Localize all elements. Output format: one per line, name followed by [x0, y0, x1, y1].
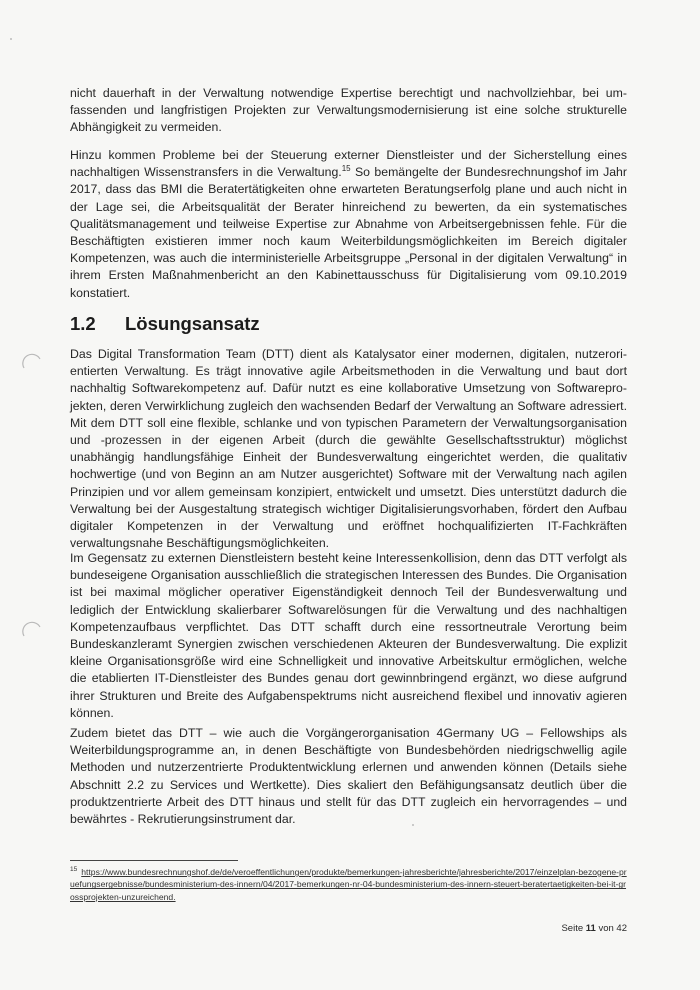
paragraph-text-part: Hinzu kommen Probleme bei der Steuerung externer Dienstleister und der Sicherstellung eines nachhaltigen Wissenstransfers in die Verwaltung.: [70, 148, 627, 180]
page-number: [561, 923, 627, 934]
footnote: [70, 866, 630, 903]
body-paragraph: [70, 85, 627, 137]
body-paragraph: [70, 346, 627, 552]
total-pages: 42: [616, 923, 627, 934]
paragraph-text-part: So bemängelte der Bundesrechnungshof im Jahr 2017, dass das BMI die Beratertätigkeiten ohne erwarteten Beratungserfolg plane und auch nicht in der Lage sei, die Arbeitsqualität der Berater hinreichend zu bewerten, da ein systematisches Qualitätsmanagement und teilweise Expertise zur Abnahme von Arbeitsergebnissen fehle. Für die Beschäftigten existieren immer noch kaum Weiterbildungsmöglichkeiten im Bereich digitaler Kompetenzen, was auch die interministerielle Arbeitsgruppe „Personal in der digitalen Verwaltung“ in ihrem Ersten Maßnahmenbericht an den Kabinettausschuss für Digitalisierung vom 09.10.2019 konstatiert.: [70, 165, 627, 300]
paragraph-text: [70, 147, 627, 302]
body-paragraph: [70, 147, 627, 302]
punch-hole-mark-top: [21, 352, 43, 374]
punch-hole-mark-bottom: [21, 620, 43, 642]
current-page: 11: [585, 923, 596, 934]
paragraph-text: Im Gegensatz zu externen Dienstleistern besteht keine Interessenkollision, denn das DTT verfolgt als bundeseigene Organisation ausschließlich die strategischen Interessen des Bundes. Die Organisation ist bei maximal möglicher operativer Eigenständigkeit dennoch Teil der Bundesverwaltung und lediglich der Entwicklung skalierbarer Softwarelösungen für die Verwaltung und des nachhaltigen Kompetenzaufbaus verpflichtet. Das DTT schafft durch eine ressortneutrale Verortung beim Bundeskanzleramt Synergien zwischen verschiedenen Akteuren der Bundesverwaltung. Die explizit kleine Organisationsgröße wird eine Schnelligkeit und innovative Arbeitskultur ermöglichen, welche die etablierten IT-Dienstleister des Bundes genau dort gewinnbringend ergänzt, wo diese aufgrund ihrer Strukturen und Breite des Aufgabenspektrums nicht ausreichend flexibel und innovativ agieren können.: [70, 551, 627, 720]
footnote-number: 15: [70, 866, 78, 874]
body-paragraph: [70, 725, 627, 828]
paragraph-text: nicht dauerhaft in der Verwaltung notwendige Expertise berechtigt und nachvollziehbar, bei umfassenden und langfristigen Projekten zur Verwaltungsmodernisierung ist eine solche strukturelle Abhängigkeit zu vermeiden.: [70, 86, 627, 135]
body-paragraph: [70, 550, 627, 722]
footnote-separator: [70, 860, 238, 861]
section-number: 1.2: [70, 313, 96, 334]
scan-speck: [10, 38, 12, 40]
footnote-reference[interactable]: 15: [341, 164, 351, 174]
paragraph-text: Zudem bietet das DTT – wie auch die Vorgängerorganisation 4Germany UG – Fellowships als Weiterbildungsprogramme an, in denen Beschäftigte von Bundesbehörden niedrigschwellig agile Methoden und nutzerzentrierte Produktentwicklung erlernen und anwenden können (Details siehe Abschnitt 2.2 zu Services und Wertkette). Dies skaliert den Befähigungsansatz deutlich über die produktzentrierte Arbeit des DTT hinaus und stellt für das DTT zugleich ein hervorragendes – und bewährtes - Rekrutierungsinstrument dar.: [70, 726, 627, 827]
section-title: Lösungsansatz: [125, 313, 260, 334]
paragraph-text: Das Digital Transformation Team (DTT) dient als Katalysator einer modernen, digitalen, nutzerorientierten Verwaltung. Es trägt innovative agile Arbeitsmethoden in die Verwaltung und baut dort nachhaltig Softwarekompetenz auf. Dafür nutzt es eine kollaborative Umsetzung von Softwareprojekten, deren Verwirklichung zugleich den wachsenden Bedarf der Verwaltung an Software adressiert. Mit dem DTT soll eine flexible, schlanke und von typischen Parametern der Verwaltungsorganisation und -prozessen in der eigenen Arbeit (durch die gewählte Gesellschaftsstruktur) möglichst unabhängig handlungsfähige Einheit der Bundesverwaltung eingerichtet werden, die qualitativ hochwertige (und von Beginn an am Nutzer ausgerichtet) Software mit der Verwaltung nach agilen Prinzipien und vor allem gemeinsam konzipiert, entwickelt und umsetzt. Dies unterstützt dadurch die Verwaltung bei der Ausgestaltung strategisch wichtiger Digitalisierungsvorhaben, fördert den Aufbau digitaler Kompetenzen in der Verwaltung und eröffnet hochqualifizierten IT-Fachkräften verwaltungsnahe Beschäftigungsmöglichkeiten.: [70, 347, 627, 551]
page-label: Seite: [561, 923, 584, 934]
footnote-link[interactable]: https://www.bundesrechnungshof.de/de/veroeffentlichungen/produkte/bemerkungen-jahresberichte/jahresberichte/2017/einzelplan-bezogene-pruefungsergebnisse/bundesministerium-des-innern/04/2017-bemerkungen-nr-04-bundesministerium-des-innern-steuert-beratertaetigkeiten-bei-it-grossprojekten-unzureichend.: [70, 867, 627, 902]
section-heading: [70, 313, 260, 335]
page-separator: von: [598, 923, 614, 934]
